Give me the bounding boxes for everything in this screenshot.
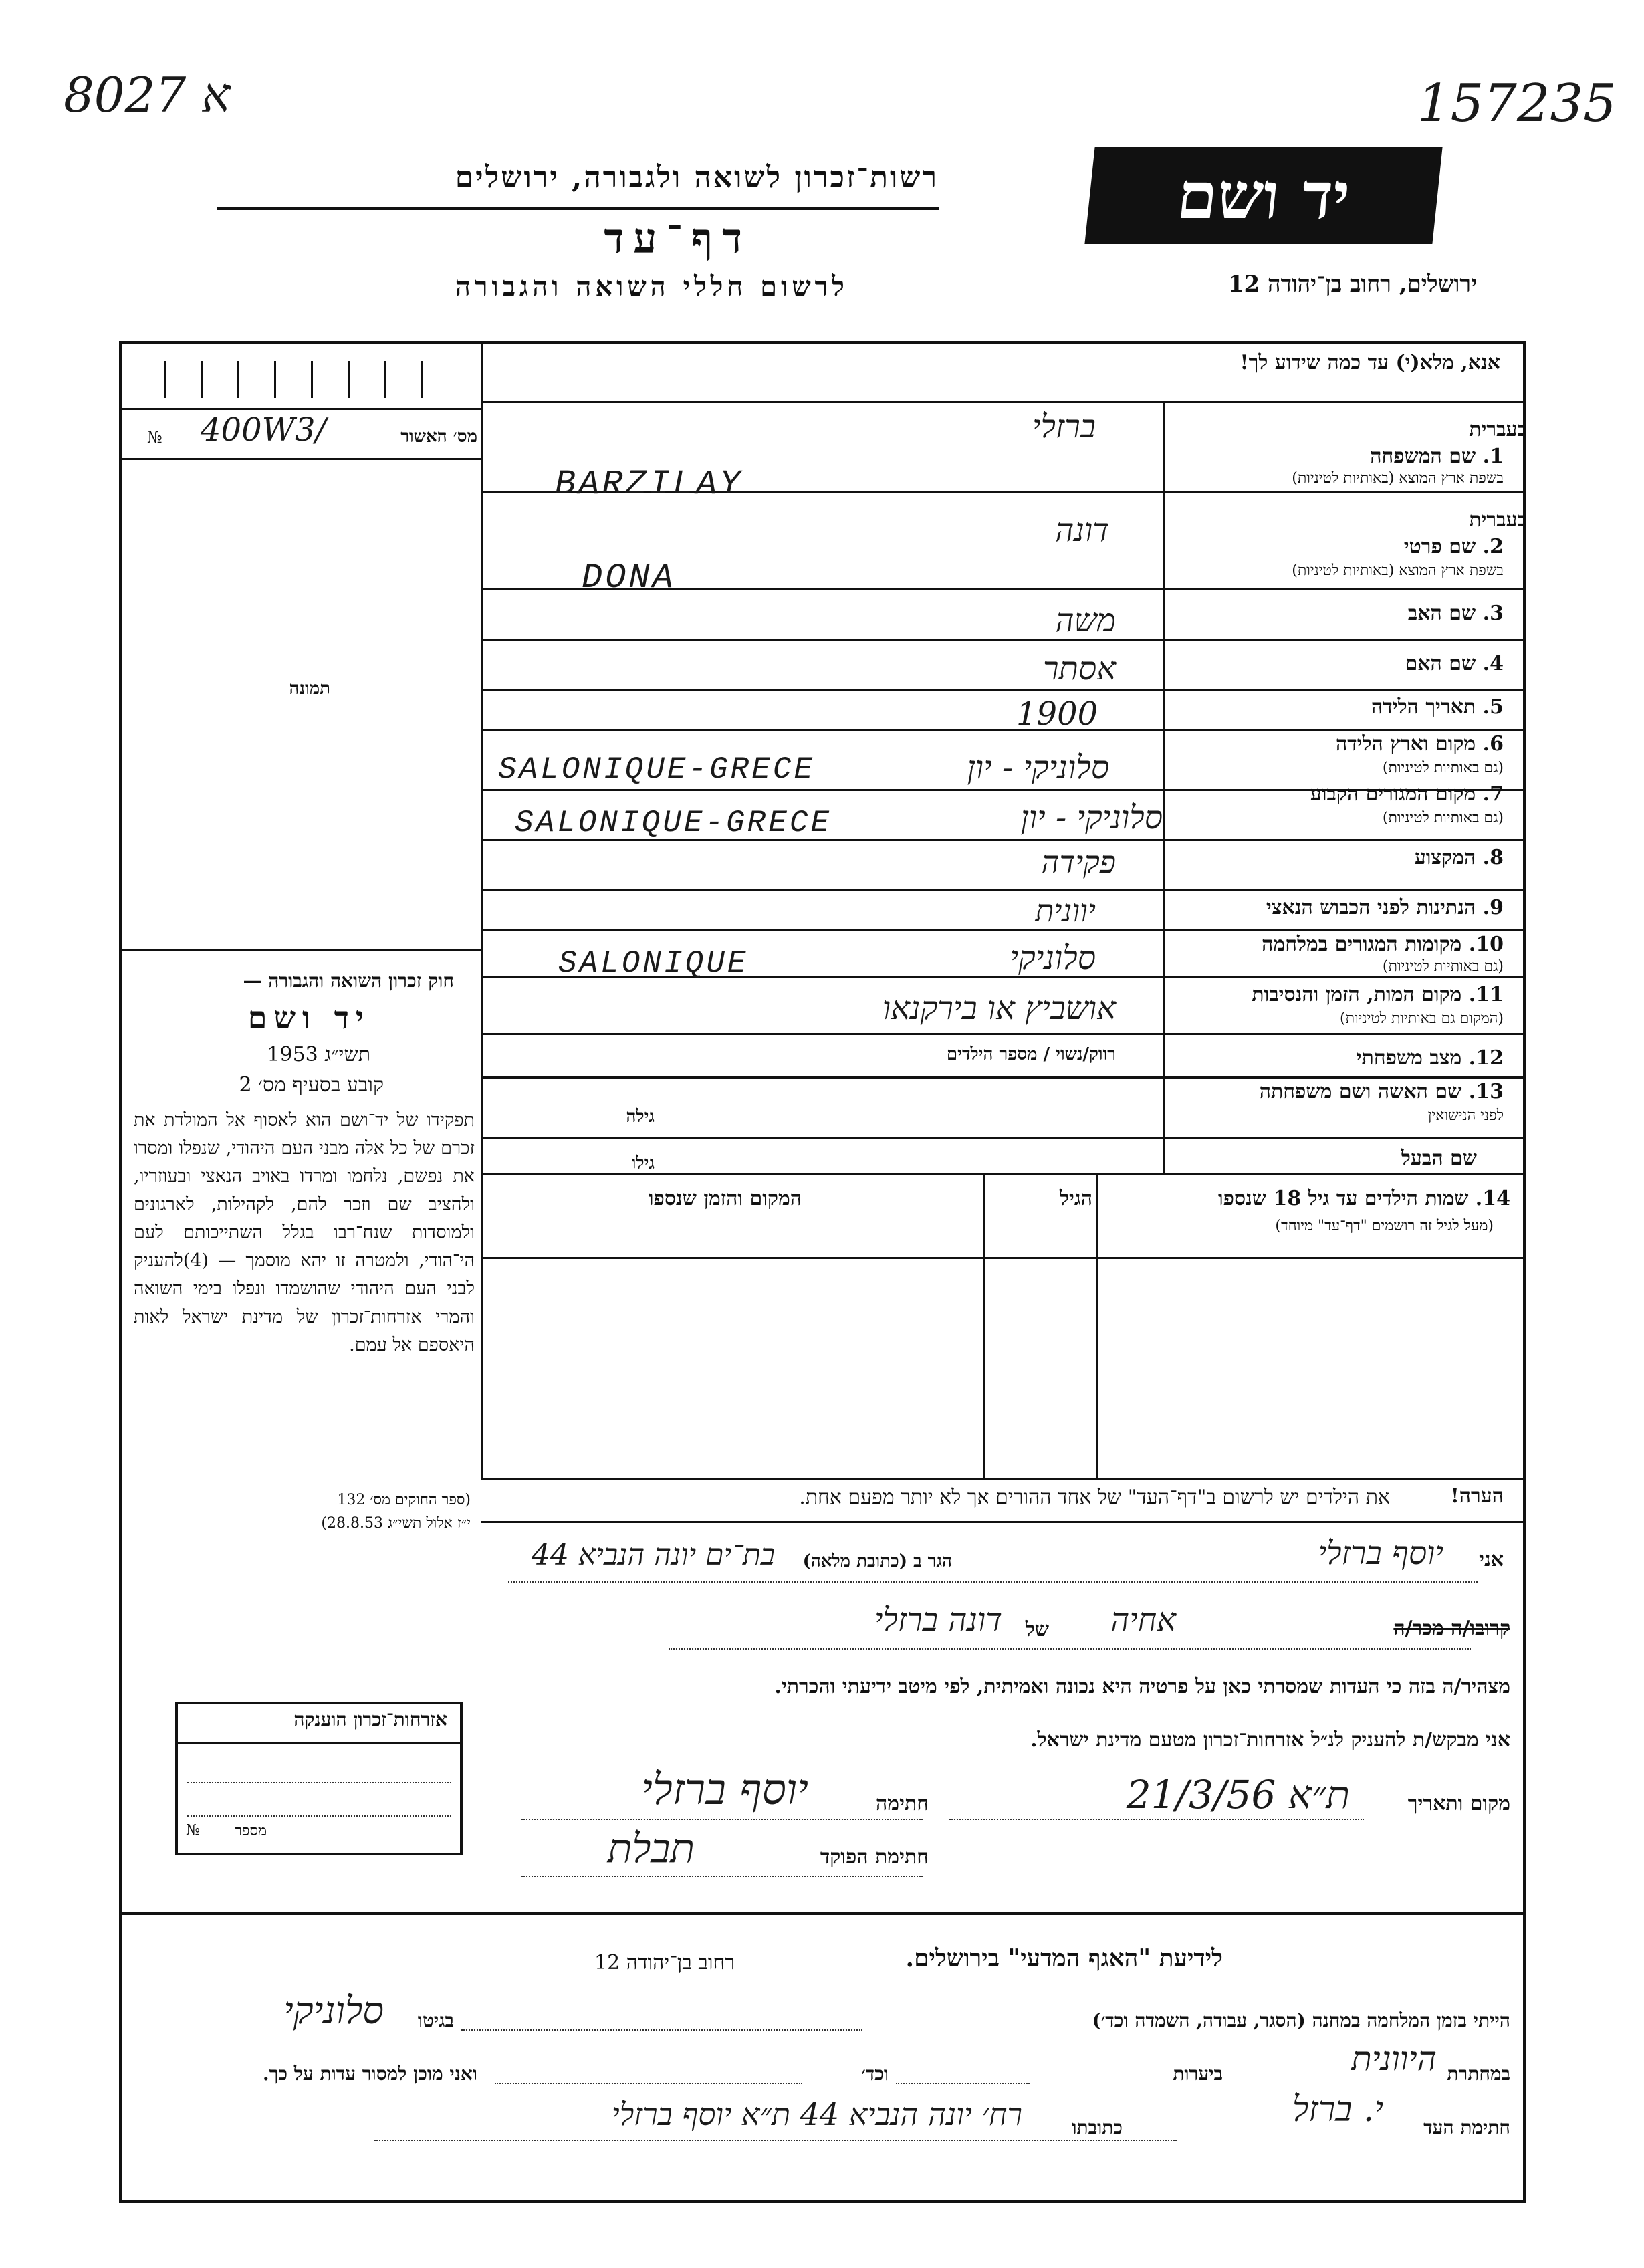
field-1-hebrew-value: ברזלי — [1032, 408, 1096, 445]
children-bottom-rule — [481, 1478, 1524, 1480]
decl-signature-line — [521, 1819, 923, 1820]
rule-12 — [481, 1076, 1524, 1079]
children-col-divider-2 — [1096, 1173, 1098, 1478]
decl-relation-label: קרובו/ה מכר/ה — [1393, 1617, 1510, 1640]
husband-label: שם הבעל — [1401, 1147, 1477, 1170]
law-name: יד ושם — [247, 1000, 370, 1036]
citizenship-number-label: מספר — [235, 1823, 267, 1839]
footer-line3-b: כתובתו — [1072, 2116, 1123, 2138]
field-6-value: סלוניקי - יון — [967, 749, 1109, 786]
children-col-divider-1 — [983, 1173, 985, 1478]
rule-13 — [481, 1137, 1524, 1139]
field-7-name: מקום המגורים הקבוע — [1310, 782, 1476, 806]
field-2-side: בעברית — [1469, 508, 1527, 532]
field-6-num: 6. — [1482, 732, 1504, 756]
field-4-num: 4. — [1482, 652, 1504, 675]
field-10-value: סלוניקי — [1010, 939, 1096, 977]
children-header-rule — [481, 1257, 1524, 1259]
decl-statement: מצהיר/ה בזה כי העדות שמסרתי כאן על פרטיה היא נכונה ואמיתית, לפי מיטב ידיעתי והכרתי. — [774, 1675, 1510, 1698]
decl-ani: אני — [1479, 1548, 1504, 1571]
footer-ghetto-value: סלוניקי — [283, 1989, 384, 2033]
field-5-label — [1371, 695, 1504, 719]
approval-rule-top — [119, 408, 483, 410]
field-1-latin-value: BARZILAY — [555, 465, 743, 504]
footer-address-line — [374, 2140, 1177, 2141]
decl-date-line — [949, 1819, 1364, 1820]
law-citation-2: י״ז אלול תשי״ג 28.8.53) — [321, 1515, 471, 1532]
field-11-num: 11. — [1468, 983, 1504, 1006]
law-section: קובע בסעיף מס׳ 2 — [239, 1073, 384, 1097]
field-13-age-label: גילה — [626, 1107, 655, 1127]
field-12-label — [1357, 1046, 1504, 1070]
authority-name: רשות־זכרון לשואה ולגבורה, ירושלים — [455, 160, 939, 195]
note-label: הערה! — [1450, 1484, 1504, 1508]
footer-forest-line — [896, 2083, 1030, 2084]
field-8-num: 8. — [1482, 846, 1504, 869]
footer-etc-line — [495, 2083, 802, 2084]
children-sub: (מעל לגיל זה רושמים "דף־עד" מיוחד) — [1275, 1218, 1494, 1234]
form-title: דף־עד — [604, 214, 751, 263]
citizenship-title-rule — [175, 1742, 463, 1744]
instruction-text: אנא, מלא(י) עד כמה שידוע לך! — [1240, 351, 1500, 374]
rule-9 — [481, 929, 1524, 931]
rule-4 — [481, 689, 1524, 691]
header-rule — [217, 207, 939, 210]
form-subtitle: לרשום חללי השואה והגבורה — [455, 271, 848, 302]
field-2-latin-value: DONA — [582, 558, 676, 598]
field-2-num: 2. — [1482, 535, 1504, 558]
footer-line2-b: ביערות — [1173, 2063, 1223, 2085]
field-11-value: אושביץ או בירקנאו — [882, 990, 1116, 1027]
left-column-divider — [481, 341, 483, 1478]
field-2-sub: בשפת ארץ המוצא (באותיות לטיניות) — [1292, 562, 1504, 579]
field-6-latin-value: SALONIQUE-GRECE — [498, 752, 816, 787]
field-1-name: שם המשפחה — [1370, 445, 1476, 468]
decl-of-name: דונה ברזלי — [874, 1601, 1002, 1639]
yad-vashem-logo — [1084, 147, 1442, 244]
note-text: את הילדים יש לרשום ב"דף־העד" של אחד ההורים אך לא יותר מפעם אחת. — [799, 1486, 1390, 1509]
approval-label: מס׳ האשור — [400, 427, 477, 447]
footer-witness-address: רח׳ יונה הנביא 44 ת״א יוסף ברזלי — [611, 2096, 1022, 2132]
footer-line1-b: בגיטו — [417, 2009, 454, 2031]
decl-resides: הגר ב (כתובת מלאה) — [802, 1551, 952, 1571]
field-10-label — [1262, 933, 1504, 956]
children-col-place: המקום והזמן שנספו — [648, 1187, 802, 1210]
decl-signature: יוסף ברזלי — [641, 1765, 808, 1815]
field-13-sub: לפני הנישואין — [1427, 1107, 1504, 1124]
corner-annotation-left: 8027 א — [64, 67, 231, 123]
field-2-label — [1404, 535, 1504, 558]
field-11-sub: (המקום גם באותיות לטיניות) — [1340, 1010, 1504, 1027]
field-10-sub: (גם באותיות לטיניות) — [1382, 958, 1504, 975]
decl-request: אני מבקש/ת להעניק לנ״ל אזרחות־זכרון מטעם מדינת ישראל. — [1030, 1728, 1510, 1752]
field-13-num: 13. — [1468, 1080, 1504, 1103]
field-10-num: 10. — [1468, 933, 1504, 956]
decl-official-signature: תבלת — [607, 1825, 695, 1872]
children-label: 14. שמות הילדים עד גיל 18 שנספו — [1217, 1187, 1510, 1210]
footer-title: לידיעת "האגף המדעי" בירושלים. — [905, 1944, 1223, 1972]
field-7-label — [1310, 782, 1504, 806]
field-1-sub: בשפת ארץ המוצא (באותיות לטיניות) — [1292, 470, 1504, 487]
footer-line1-a: הייתי בזמן המלחמה במחנה (הסגר, עבודה, השמדה וכד׳) — [1092, 2009, 1510, 2031]
decl-relation: אחיה — [1110, 1601, 1176, 1639]
field-12-name: מצב משפחתי — [1356, 1046, 1462, 1070]
law-year: תשי״ג 1953 — [267, 1043, 370, 1066]
field-1-label — [1370, 445, 1504, 468]
decl-name: יוסף ברזלי — [1318, 1535, 1443, 1572]
field-13-label — [1260, 1080, 1504, 1103]
citizenship-line-2 — [187, 1815, 451, 1817]
field-2-hebrew-value: דונה — [1055, 512, 1109, 549]
field-2-name: שם פרטי — [1403, 535, 1476, 558]
approval-no-label: № — [147, 428, 162, 447]
decl-of: של — [1025, 1618, 1049, 1641]
rule-3 — [481, 639, 1524, 641]
field-8-name: המקצוע — [1414, 846, 1476, 869]
label-column-divider — [1163, 401, 1165, 1173]
photo-rule — [119, 949, 483, 951]
footer-line2-a: במחתרת — [1447, 2063, 1510, 2085]
field-5-name: תאריך הלידה — [1371, 695, 1476, 719]
field-9-label — [1266, 896, 1504, 919]
corner-number-right: 157235 — [1417, 74, 1617, 134]
field-6-label — [1336, 732, 1504, 756]
decl-signature-label: חתימה — [876, 1792, 929, 1815]
field-7-num: 7. — [1482, 782, 1504, 806]
field-9-value: יוונית — [1035, 893, 1096, 929]
footer-line2-c: וכד׳ — [861, 2063, 889, 2085]
law-citation-1: (ספר החוקים מס׳ 132 — [337, 1492, 471, 1508]
note-rule — [481, 1521, 1524, 1523]
instruction-rule — [481, 401, 1524, 403]
field-3-name: שם האב — [1407, 602, 1476, 625]
photo-label: תמונה — [289, 679, 330, 699]
header-address: ירושלים, רחוב בן־יהודה 12 — [1227, 271, 1477, 298]
field-9-name: הנתינות לפני הכבוש הנאצי — [1266, 896, 1476, 919]
citizenship-line-1 — [187, 1782, 451, 1783]
field-4-label — [1405, 652, 1504, 675]
field-8-label — [1415, 846, 1504, 869]
decl-place-date-value: ת״א 21/3/56 — [1126, 1772, 1350, 1817]
law-title: חוק זכרון השואה והגבורה — — [243, 970, 454, 992]
citizenship-no-label: № — [186, 1822, 200, 1839]
footer-underground-value: היוונית — [1351, 2039, 1437, 2078]
field-5-value: 1900 — [1016, 695, 1098, 733]
rule-husband — [481, 1173, 1524, 1175]
rule-8 — [481, 889, 1524, 891]
field-7-value: סלוניקי - יון — [1020, 799, 1163, 836]
decl-line-1 — [508, 1581, 1478, 1583]
field-7-latin-value: SALONIQUE-GRECE — [515, 806, 832, 840]
field-3-label — [1408, 602, 1504, 625]
decl-address: בת־ים יונה הנביא 44 — [532, 1538, 775, 1572]
footer-camp-line — [461, 2029, 862, 2031]
field-4-name: שם האם — [1405, 652, 1476, 675]
decl-place-date-label: מקום ותאריך — [1407, 1792, 1510, 1815]
field-6-name: מקום וארץ הלידה — [1335, 732, 1476, 756]
decl-official-label: חתימת הפוקד — [820, 1845, 929, 1869]
field-11-label — [1252, 983, 1504, 1006]
footer-line3-a: חתימת העד — [1423, 2116, 1510, 2138]
rule-11 — [481, 1033, 1524, 1035]
field-11-name: מקום המות, הזמן והנסיבות — [1252, 983, 1462, 1006]
decl-official-line — [521, 1876, 923, 1877]
field-4-value: אסתר — [1043, 650, 1116, 687]
law-text: תפקידו של יד־ושם הוא לאסוף אל המולדת את זכרם של כל אלה מבני העם היהודי, שנפלו ומסרו את נפשם, נלחמו ומרדו באויב הנאצי ובעוזריו, ולהציב שם וזכר להם, לקהילות, לארגונים ולמוסדות שנח־רבו בגלל השתייכותם לעם הי־הודי, ולמטרה זו יהא מוסמך — (4)להעניק לבני העם היהודי שהושמדו ונפלו בימי השואה והמרי אזרחות־זכרון של מדינת ישראל לאות היאספם אל עמם. — [134, 1110, 475, 1355]
approval-rule-bottom — [119, 458, 483, 460]
footer-divider — [119, 1912, 1526, 1915]
field-12-value: רווק/נשוי / מספר הילדים — [946, 1044, 1116, 1064]
field-10-latin-value: SALONIQUE — [558, 946, 749, 981]
logo-text: יד ושם — [1173, 158, 1354, 233]
field-1-side: בעברית — [1469, 418, 1527, 441]
tick-boxes — [137, 354, 471, 408]
rule-5 — [481, 729, 1524, 731]
approval-number: 400W3/ — [201, 411, 326, 449]
field-7-sub: (גם באותיות לטיניות) — [1382, 810, 1504, 826]
field-9-num: 9. — [1482, 896, 1504, 919]
field-3-value: משה — [1055, 602, 1116, 639]
field-13-name: שם האשה ושם משפחתה — [1259, 1080, 1462, 1103]
husband-age-label: גילו — [631, 1153, 655, 1173]
footer-witness-signature: י. ברזל — [1292, 2089, 1383, 2130]
field-5-num: 5. — [1482, 695, 1504, 719]
footer-line2-d: ואני מוכן למסור עדות על כך. — [262, 2063, 477, 2085]
citizenship-title: אזרחות־זכרון הוענקה — [293, 1708, 447, 1730]
field-12-num: 12. — [1468, 1046, 1504, 1070]
footer-address: רחוב בן־יהודה 12 — [594, 1951, 735, 1974]
field-3-num: 3. — [1482, 602, 1504, 625]
field-8-value: פקידה — [1041, 844, 1116, 880]
decl-line-2 — [669, 1648, 1471, 1650]
field-6-sub: (גם באותיות לטיניות) — [1382, 760, 1504, 776]
field-10-name: מקומות המגורים במלחמה — [1262, 933, 1462, 956]
children-col-age: הגיל — [1059, 1187, 1092, 1210]
field-1-num: 1. — [1482, 445, 1504, 468]
